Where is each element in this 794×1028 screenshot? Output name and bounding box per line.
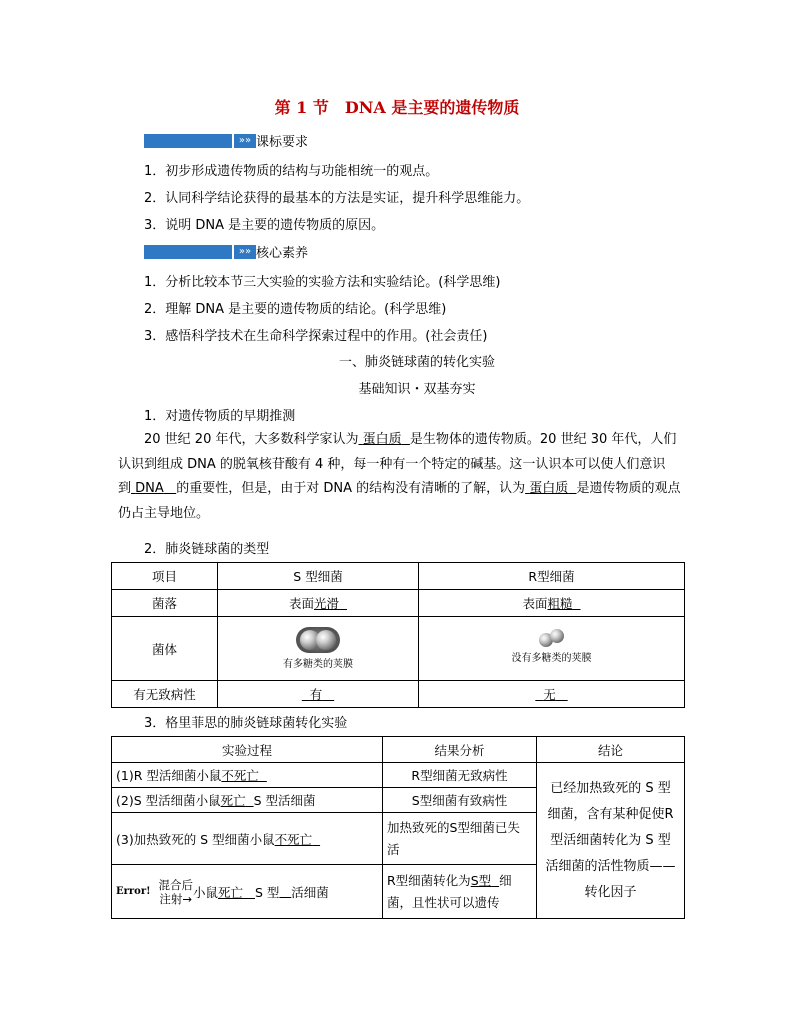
page-title: 第 1 节 DNA 是主要的遗传物质: [274, 98, 520, 117]
course-req-item-2: 2．认同科学结论获得的最基本的方法是实证，提升科学思维能力。: [144, 191, 530, 206]
table-cell: (2)S 型活细菌小鼠死亡 S 型活细菌: [112, 788, 383, 813]
conclusion-cell: 已经加热致死的 S 型细菌，含有某种促使R型活细菌转化为 S 型活细菌的活性物质——转化因子: [537, 763, 685, 919]
griffith-experiment-table: [111, 736, 685, 919]
fill-blank: DNA: [135, 481, 164, 496]
fill-blank: 蛋白质: [529, 481, 569, 496]
arrow-right-icon: →: [182, 891, 193, 906]
table-cell: Error! 混合后 注射 → 小鼠 死亡 S 型 活细菌: [112, 865, 383, 919]
question-3: 3．格里菲思的肺炎链球菌转化实验: [144, 716, 348, 731]
table-header: S 型细菌: [218, 563, 419, 590]
table-cell: 表面光滑: [218, 590, 419, 617]
table-cell: R型细菌无致病性: [383, 763, 537, 788]
section-badge: [144, 134, 232, 148]
table-cell: [419, 617, 685, 681]
table-row: [112, 563, 685, 590]
r-bacteria-illustration: [423, 633, 680, 664]
table-row: [112, 681, 685, 708]
question-1: 1．对遗传物质的早期推测: [144, 409, 296, 424]
table-cell: S型细菌有致病性: [383, 788, 537, 813]
bacteria-type-table: [111, 562, 685, 708]
table-cell: (1)R 型活细菌小鼠不死亡: [112, 763, 383, 788]
section-header-course-req: [144, 131, 308, 150]
part-heading: 一、肺炎链球菌的转化实验: [338, 355, 495, 370]
table-row: [112, 617, 685, 681]
part-subheading: 基础知识・双基夯实: [358, 382, 476, 397]
course-req-item-1: 1．初步形成遗传物质的结构与功能相统一的观点。: [144, 164, 439, 179]
table-header: R型细菌: [419, 563, 685, 590]
core-item-2: 2．理解 DNA 是主要的遗传物质的结论。(科学思维): [144, 302, 447, 317]
section-header-core: [144, 242, 308, 261]
table-header: 结果分析: [383, 737, 537, 763]
table-row: [112, 737, 685, 763]
table-cell: 菌体: [112, 617, 218, 681]
table-cell: 无: [419, 681, 685, 708]
mix-inject-arrow: 混合后 注射 →: [158, 877, 193, 906]
table-cell: [218, 617, 419, 681]
table-header: 实验过程: [112, 737, 383, 763]
course-req-item-3: 3．说明 DNA 是主要的遗传物质的原因。: [144, 218, 385, 233]
section-label: 课标要求: [256, 135, 309, 150]
double-chevron-icon: »»: [232, 134, 256, 148]
table-cell: 表面粗糙: [419, 590, 685, 617]
core-item-3: 3．感悟科学技术在生命科学探索过程中的作用。(社会责任): [144, 329, 488, 344]
table-header: 结论: [537, 737, 685, 763]
capsule-shape: [296, 627, 340, 653]
bacteria-caption: 有多糖类的荚膜: [283, 659, 353, 670]
table-row: [112, 590, 685, 617]
section-badge: [144, 245, 232, 259]
table-cell: 有无致病性: [112, 681, 218, 708]
table-cell: 有: [218, 681, 419, 708]
error-marker: Error!: [116, 886, 151, 897]
paragraph-early-inference: 20 世纪 20 年代，大多数科学家认为 蛋白质 是生物体的遗传物质。20 世纪 30 年代，人们认识到组成 DNA 的脱氧核苷酸有 4 种，每一种有一个特定的碱基。这一认识本可以使人们意识到 DNA 的重要性，但是，由于对 DNA 的结构没有清晰的了解，认为 蛋白质 是遗传物质的观点仍占主导地位。: [118, 432, 681, 521]
table-row: [112, 763, 685, 788]
table-header: 项目: [112, 563, 218, 590]
section-label: 核心素养: [256, 246, 309, 261]
s-bacteria-illustration: [222, 627, 414, 670]
fill-blank: 蛋白质: [362, 432, 402, 447]
bacteria-caption: 没有多糖类的荚膜: [511, 653, 592, 664]
table-cell: 加热致死的S型细菌已失活: [383, 813, 537, 865]
question-2: 2．肺炎链球菌的类型: [144, 542, 270, 557]
table-cell: 菌落: [112, 590, 218, 617]
table-cell: (3)加热致死的 S 型细菌小鼠不死亡: [112, 813, 383, 865]
table-cell: R型细菌转化为S型 细菌，且性状可以遗传: [383, 865, 537, 919]
core-item-1: 1．分析比较本节三大实验的实验方法和实验结论。(科学思维): [144, 275, 501, 290]
double-chevron-icon: »»: [232, 245, 256, 259]
